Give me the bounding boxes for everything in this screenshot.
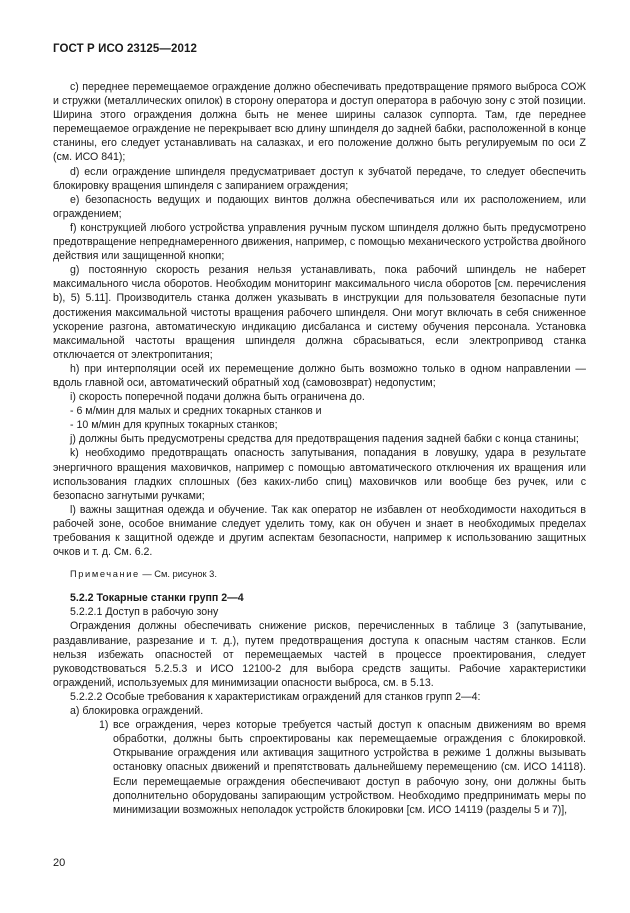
paragraph-guards: Ограждения должны обеспечивать снижение рисков, перечисленных в таблице 3 (запутывание, раздавливание, разрезание и т. д.), путем предотвращения доступа к опасным частям станков. Если нельзя избежать опасностей от перемещаемых частей в процессе проектирования, следует руководствоваться 5.2.5.3 и ИСО 12100-2 для выбора средств защиты. Рабочие характеристики ограждений, используемых для минимизации опасности выброса, см. в 5.13. [53, 620, 586, 689]
subsection-5-2-2-2: 5.2.2.2 Особые требования к характеристикам ограждений для станков групп 2—4: [70, 690, 481, 703]
numbered-item-1 [99, 718, 586, 817]
paragraph-j: j) должны быть предусмотрены средства для предотвращения падения задней бабки с конца станины; [70, 433, 579, 446]
note-text: — См. рисунок 3. [139, 569, 217, 580]
numbered-item-1-number: 1) [99, 719, 109, 732]
paragraph-f: f) конструкцией любого устройства управления ручным пуском шпинделя должно быть предусмотрено предотвращение непреднамеренного движения, например, с помощью механического устройства двойного действия или защищенной кнопки; [53, 221, 586, 263]
paragraph-c: c) переднее перемещаемое ограждение должно обеспечивать предотвращение прямого выброса СОЖ и стружки (металлических опилок) в сторону оператора и доступ оператора в рабочую зону с этой позиции. Ширина этого ограждения должна быть не менее ширины салазок суппорта. Там, где переднее перемещаемое ограждение не перекрывает всю длину шпинделя до задней бабки, расположенной в конце станины, его следует устанавливать на салазках, и его положение должно быть регулируемым по оси Z (см. ИСО 841); [53, 81, 586, 164]
numbered-item-1-text: все ограждения, через которые требуется частый доступ к опасным движениям во время обработки, должны быть спроектированы как перемещаемые ограждения с блокировкой. Открывание ограждения или активация защитного устройства в режиме 1 должны вызывать остановку опасных движений и препятствовать дальнейшему перемещению (см. ИСО 14118). Если перемещаемые ограждения обеспечивают доступ в рабочую зону, они должны быть дополнительно оборудованы запирающим устройством. Необходимо предпринимать меры по минимизации возможных неполадок устройств блокировки [см. ИСО 14119 (разделы 5 и 7)], [113, 719, 586, 816]
item-a: a) блокировка ограждений. [70, 705, 204, 718]
paragraph-i: i) скорость поперечной подачи должна быть ограничена до. [70, 391, 365, 404]
note-label: Примечание [70, 569, 140, 580]
note [53, 567, 586, 581]
paragraph-g: g) постоянную скорость резания нельзя устанавливать, пока рабочий шпиндель не наберет максимального числа оборотов. Необходим мониторинг максимального числа оборотов [см. перечисления b), 5) 5.11]. Производитель станка должен указывать в инструкции для пользователя безопасные пути достижения максимальной чистоты вращения рабочего шпинделя. Они могут включать в себя сниженное ускорение разгона, автоматическую индикацию дисбаланса и систему обучения персонала. Установка максимальной частоты вращения шпинделя должна сбрасываться, если электропривод станка отключается от электропитания; [53, 264, 586, 361]
paragraph-e: e) безопасность ведущих и подающих винтов должна обеспечиваться или их расположением, или ограждением; [53, 193, 586, 220]
document-body [53, 80, 586, 817]
subsection-5-2-2-1: 5.2.2.1 Доступ в рабочую зону [70, 606, 219, 619]
paragraph-d: d) если ограждение шпинделя предусматривает доступ к зубчатой передаче, то следует обеспечить блокировку вращения шпинделя с запиранием ограждения; [53, 165, 586, 192]
page-number: 20 [53, 857, 66, 869]
paragraph-i-item-1: - 6 м/мин для малых и средних токарных станков и [70, 405, 322, 418]
paragraph-l: l) важны защитная одежда и обучение. Так как оператор не избавлен от необходимости находиться в рабочей зоне, особое внимание следует уделить тому, как он обучен и знает в необходимых пределах требования к защитной одежде и другим аспектам безопасности, например к использованию защитных очков и т. д. См. 6.2. [53, 503, 586, 559]
paragraph-i-item-2: - 10 м/мин для крупных токарных станков; [70, 419, 278, 432]
document-header: ГОСТ Р ИСО 23125—2012 [53, 43, 198, 55]
paragraph-k: k) необходимо предотвращать опасность запутывания, попадания в ловушку, удара в результате энергичного вращения маховичков, например с помощью автоматического отключения их вращения или использования гладких сплошных (без каких-либо спиц) маховичков или вообще без ручек, или с безопасно загнутыми ручками; [53, 447, 586, 502]
paragraph-h: h) при интерполяции осей их перемещение должно быть возможно только в одном направлении — вдоль главной оси, автоматический обратный ход (самовозврат) недопустим; [53, 362, 586, 389]
section-heading: 5.2.2 Токарные станки групп 2—4 [70, 592, 244, 605]
